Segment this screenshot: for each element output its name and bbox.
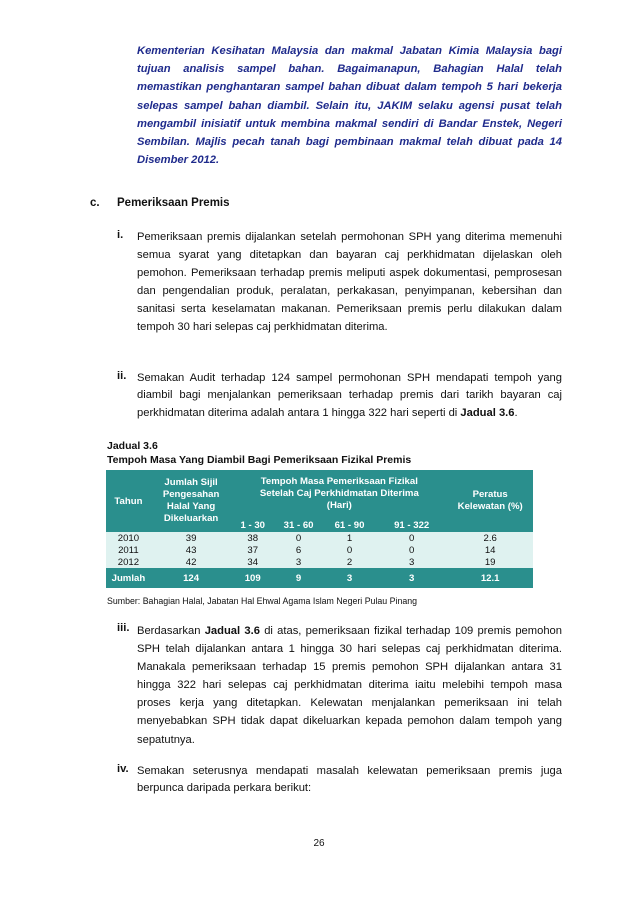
- cell: 37: [247, 544, 259, 556]
- item-iii-text-c: di atas, pemeriksaan fizikal terhadap 109 premis pemohon SPH telah dijalankan antara 1 hingga 30 hari selepas caj perkhidmatan diterima. Manakala pemeriksaan terhadap 15 premis pemohon SPH dijalankan antara 31 hingga 322 hari selepas caj perkhidmatan diterima iaitu melebihi tempoh masa proses kerja yang ditetapkan. Kelewatan menjalankan pemeriksaan ini telah menyebabkan SPH tidak dapat dikeluarkan kepada pemohon dalam tempoh yang sepatutnya.: [137, 625, 562, 746]
- item-ii-text-c: .: [514, 406, 518, 419]
- item-iii-text-a: Berdasarkan: [137, 625, 205, 637]
- cell: 0: [409, 532, 415, 544]
- cell: 6: [295, 544, 302, 556]
- cell: 2: [346, 556, 353, 568]
- cell: 0: [409, 544, 415, 556]
- header-tahun: Tahun: [106, 470, 151, 532]
- cell: 38: [247, 532, 259, 544]
- table-source: Sumber: Bahagian Halal, Jabatan Hal Ehwal Agama Islam Negeri Pulau Pinang: [107, 596, 418, 606]
- table-title: Tempoh Masa Yang Diambil Bagi Pemeriksaan Fizikal Premis: [107, 454, 412, 466]
- section-marker: c.: [90, 197, 100, 209]
- subheader-61-90: 61 - 90: [323, 518, 376, 532]
- table-label: Jadual 3.6: [107, 440, 158, 452]
- cell: 0: [295, 532, 302, 544]
- table-row: [106, 532, 533, 544]
- cell: 2.6: [483, 532, 497, 544]
- table-3-6: [106, 470, 533, 588]
- subheader-91-322: 91 - 322: [376, 518, 447, 532]
- section-title: Pemeriksaan Premis: [117, 197, 230, 209]
- cell: 3: [409, 556, 415, 568]
- cell: 109: [244, 572, 261, 584]
- page-number: 26: [313, 838, 325, 849]
- cell: 124: [183, 572, 200, 584]
- cell: 1: [346, 532, 353, 544]
- cell: 3: [346, 572, 353, 584]
- cell: 14: [484, 544, 496, 556]
- subheader-1-30: 1 - 30: [231, 518, 274, 532]
- header-tempoh: Tempoh Masa Pemeriksaan Fizikal Setelah Caj Perkhidmatan Diterima (Hari): [231, 470, 447, 518]
- cell: 19: [484, 556, 496, 568]
- cell: 2011: [118, 544, 139, 556]
- cell: 3: [295, 556, 302, 568]
- cell: 9: [295, 572, 302, 584]
- item-i-text: Pemeriksaan premis dijalankan setelah permohonan SPH yang diterima memenuhi semua syarat yang ditetapkan dan bayaran caj perkhidmatan dijelaskan oleh pemohon. Pemeriksaan terhadap premis meliputi aspek dokumentasi, pemprosesan dan pengendalian produk, peralatan, perkakasan, penyimpanan, kebersihan dan sanitasi serta keselamatan makanan. Pemeriksaan premis perlu dilakukan dalam tempoh 30 hari selepas caj perkhidmatan diterima.: [137, 231, 562, 333]
- table-row: [106, 556, 533, 568]
- cell: 3: [409, 572, 415, 584]
- item-i-marker: i.: [117, 229, 124, 241]
- cell: 2010: [117, 532, 140, 544]
- header-peratus: Peratus Kelewatan (%): [447, 470, 533, 532]
- item-iii-text: [137, 622, 562, 749]
- cell: Jumlah: [111, 572, 146, 584]
- paragraph-top: Kementerian Kesihatan Malaysia dan makmal Jabatan Kimia Malaysia bagi tujuan analisis sampel bahan. Bagaimanapun, Bahagian Halal telah memastikan penghantaran sampel bahan dibuat dalam tempoh 5 hari bekerja selepas sampel bahan diambil. Selain itu, JAKIM selaku agensi pusat telah mengambil inisiatif untuk membina makmal sendiri di Bandar Enstek, Negeri Sembilan. Majlis pecah tanah bagi pembinaan makmal telah dibuat pada 14 Disember 2012.: [137, 45, 562, 167]
- cell: 2012: [117, 556, 140, 568]
- item-iii-marker: iii.: [117, 622, 130, 634]
- cell: 39: [185, 532, 197, 544]
- item-iv-text: Semakan seterusnya mendapati masalah kelewatan pemeriksaan premis juga berpunca daripada perkara berikut:: [137, 765, 562, 795]
- cell: 43: [185, 544, 197, 556]
- cell: 0: [346, 544, 353, 556]
- cell: 42: [185, 556, 197, 568]
- cell: 34: [247, 556, 259, 568]
- item-iv-marker: iv.: [117, 763, 129, 775]
- item-ii-text-a: Semakan Audit terhadap 124 sampel permohonan SPH mendapati tempoh yang diambil bagi menjalankan pemeriksaan terhadap premis dari tarikh bayaran caj perkhidmatan diterima adalah antara 1 hingga 322 hari seperti di: [137, 372, 562, 419]
- item-ii-text: [137, 370, 562, 422]
- item-iii-table-ref: Jadual 3.6: [204, 625, 260, 637]
- subheader-31-60: 31 - 60: [274, 518, 323, 532]
- header-jumlah: Jumlah Sijil Pengesahan Halal Yang Dikeluarkan: [151, 470, 232, 532]
- item-ii-table-ref: Jadual 3.6: [460, 406, 515, 419]
- item-ii-marker: ii.: [117, 370, 127, 382]
- cell: 12.1: [480, 572, 500, 584]
- table-row: [106, 544, 533, 556]
- table-total-row: [106, 568, 533, 588]
